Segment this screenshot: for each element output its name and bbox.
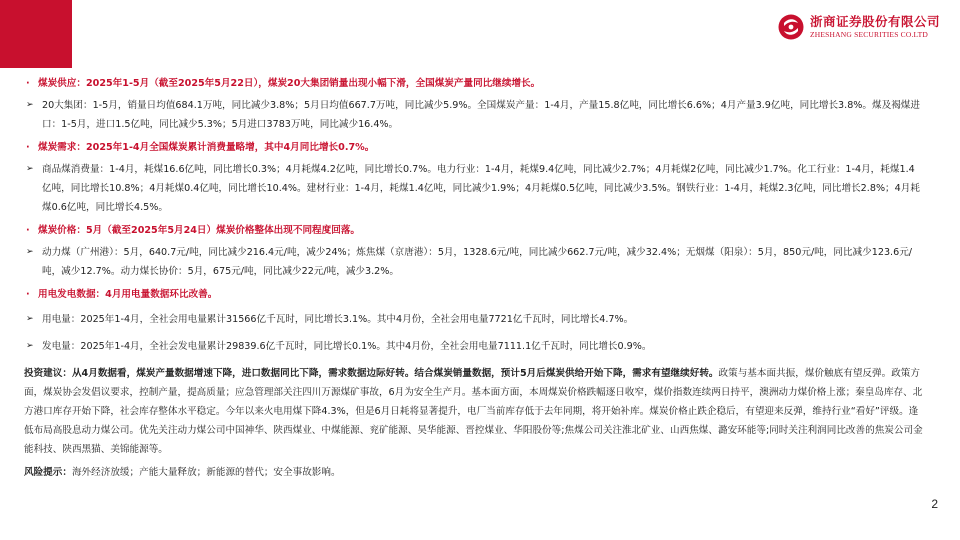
list-item bbox=[24, 337, 924, 356]
item-text: 20大集团：1-5月，销量日均值684.1万吨，同比减少3.8%；5月日均值667.7万吨，同比减少5.9%。全国煤炭产量：1-4月，产量15.8亿吨，同比增长6.6%；4月产量3.9亿吨，同比增长3.8%。煤及褐煤进口：1-5月，进口1.5亿吨，同比减少5.3%；5月进口3783万吨，同比减少16.4%。 bbox=[42, 100, 920, 130]
section-supply-heading bbox=[24, 74, 924, 93]
section-demand-heading bbox=[24, 138, 924, 157]
brand-name-cn: 浙商证券股份有限公司 bbox=[809, 13, 940, 29]
section-title: 煤炭需求：2025年1-4月全国煤炭累计消费量略增，其中4月同比增长0.7%。 bbox=[38, 142, 375, 153]
list-item bbox=[24, 96, 924, 134]
bullet-dot-icon: · bbox=[26, 78, 30, 89]
section-title: 煤炭价格：5月（截至2025年5月24日）煤炭价格整体出现不同程度回落。 bbox=[38, 225, 361, 236]
list-item bbox=[24, 243, 924, 281]
item-text: 用电量：2025年1-4月，全社会用电量累计31566亿千瓦时，同比增长3.1%。其中4月份，全社会用电量7721亿千瓦时，同比增长4.7%。 bbox=[42, 314, 634, 325]
bullet-dot-icon: · bbox=[26, 142, 30, 153]
investment-lead: 投资建议： bbox=[24, 368, 72, 379]
brand-name-en: ZHESHANG SECURITIES CO.LTD bbox=[809, 30, 929, 39]
section-title: 用电发电数据：4月用电量数据环比改善。 bbox=[38, 289, 218, 300]
risk-warning bbox=[24, 463, 924, 482]
logo-emblem-icon bbox=[778, 14, 804, 40]
item-text: 商品煤消费量：1-4月，耗煤16.6亿吨，同比增长0.3%；4月耗煤4.2亿吨，同比增长0.7%。电力行业：1-4月，耗煤9.4亿吨，同比减少2.7%；4月耗煤2亿吨，同比减少1.7%。化工行业：1-4月，耗煤1.4亿吨，同比增长10.8%；4月耗煤0.4亿吨，同比增长10.4%。建材行业：1-4月，耗煤1.4亿吨，同比减少1.9%；4月耗煤0.5亿吨，同比减少3.5%。钢铁行业：1-4月，耗煤2.3亿吨，同比增长2.8%；4月耗煤0.6亿吨，同比增长4.5%。 bbox=[42, 164, 920, 213]
section-power-heading bbox=[24, 285, 924, 304]
item-text: 发电量：2025年1-4月，全社会发电量累计29839.6亿千瓦时，同比增长0.1%。其中4月份，全社会用电量7111.1亿千瓦时，同比增长0.9%。 bbox=[42, 341, 652, 352]
bullet-dot-icon: · bbox=[26, 225, 30, 236]
investment-emphasis: 从4月数据看，煤炭产量数据增速下降，进口数据同比下降，需求数据边际好转。结合煤炭销量数据，预计5月后煤炭供给开始下降，需求有望继续好转。 bbox=[71, 368, 719, 379]
arrow-bullet-icon: ➢ bbox=[26, 247, 34, 257]
corner-accent-block bbox=[0, 0, 72, 68]
risk-body: 海外经济放缓；产能大量释放；新能源的替代；安全事故影响。 bbox=[71, 467, 341, 478]
arrow-bullet-icon: ➢ bbox=[26, 341, 34, 351]
page-number: 2 bbox=[931, 497, 938, 511]
list-item bbox=[24, 160, 924, 217]
arrow-bullet-icon: ➢ bbox=[26, 164, 34, 174]
investment-advice bbox=[24, 364, 924, 459]
company-logo bbox=[778, 14, 940, 40]
investment-body: 政策与基本面共振，煤价触底有望反弹。政策方面，煤炭协会发倡议要求，控制产量，提高质量；应急管理部关注四川万源煤矿事故，6月为安全生产月。基本面方面，本周煤炭价格跌幅逐日收窄，煤价指数连续两日持平，澳洲动力煤价格上涨；秦皇岛库存、北方港口库存开始下降，社会库存整体水平稳定。今年以来火电用煤下降4.3%，但是6月日耗将显著提升，电厂当前库存低于去年同期，将开始补库。煤炭价格止跌企稳后，有望迎来反弹，维持行业“看好”评级。逢低布局高股息动力煤公司。优先关注动力煤公司中国神华、陕西煤业、中煤能源、兖矿能源、昊华能源、晋控煤业、华阳股份等;焦煤公司关注淮北矿业、山西焦煤、潞安环能等;同时关注利润同比改善的焦炭公司金能科技、陕西黑猫、美锦能源等。 bbox=[24, 368, 923, 455]
list-item bbox=[24, 310, 924, 329]
arrow-bullet-icon: ➢ bbox=[26, 100, 34, 110]
arrow-bullet-icon: ➢ bbox=[26, 314, 34, 324]
risk-lead: 风险提示： bbox=[24, 467, 72, 478]
item-text: 动力煤（广州港）：5月，640.7元/吨，同比减少216.4元/吨，减少24%；炼焦煤（京唐港）：5月，1328.6元/吨，同比减少662.7元/吨，减少32.4%；无烟煤（阳泉）：5月，850元/吨，同比减少123.6元/吨，减少12.7%。动力煤长协价：5月，675元/吨，同比减少22元/吨，减少3.2%。 bbox=[42, 247, 913, 277]
bullet-dot-icon: · bbox=[26, 289, 30, 300]
section-price-heading bbox=[24, 221, 924, 240]
section-title: 煤炭供应：2025年1-5月（截至2025年5月22日），煤炭20大集团销量出现小幅下滑，全国煤炭产量同比继续增长。 bbox=[38, 78, 541, 89]
report-content bbox=[24, 74, 924, 482]
